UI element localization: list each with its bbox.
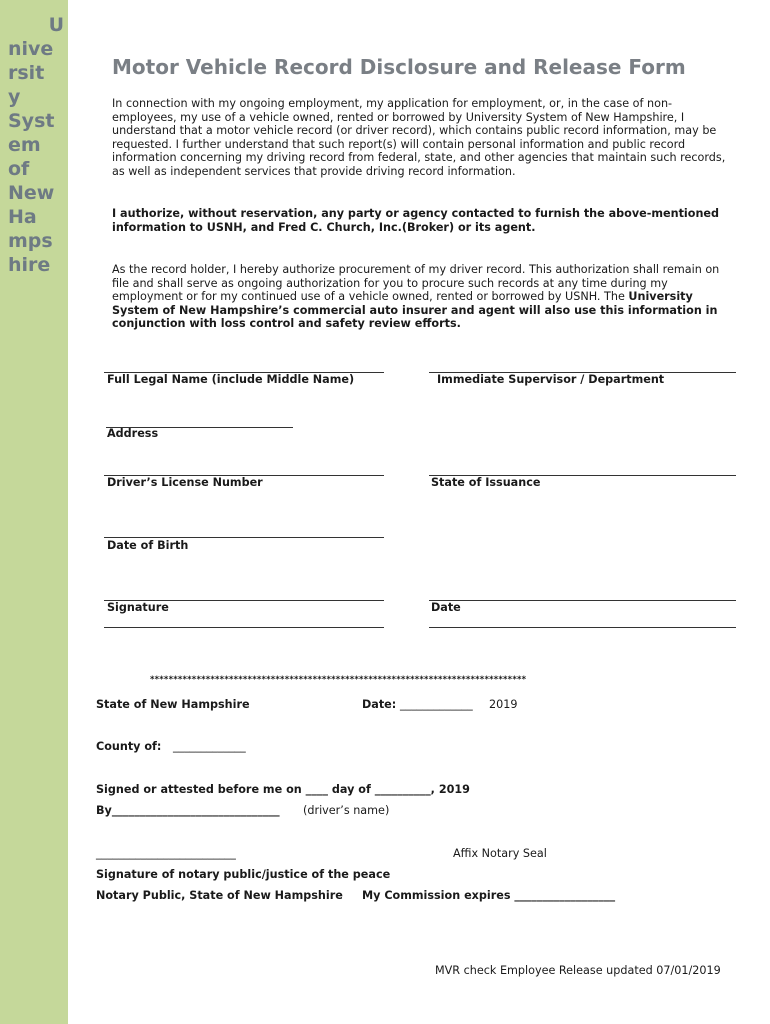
date-label: Date bbox=[431, 601, 461, 614]
address-label: Address bbox=[107, 427, 159, 440]
sidebar-line: U bbox=[48, 14, 64, 36]
record-holder-paragraph bbox=[112, 263, 732, 331]
sidebar-org-name bbox=[8, 13, 64, 277]
date-line[interactable] bbox=[429, 600, 736, 601]
county-label: County of: bbox=[96, 740, 162, 753]
page-title: Motor Vehicle Record Disclosure and Release Form bbox=[112, 55, 686, 79]
signature-bottom-rule bbox=[104, 627, 384, 628]
sidebar-line: Ha bbox=[8, 206, 37, 228]
section-separator: ********************************************************************************* bbox=[150, 675, 527, 685]
state-of-issuance-label: State of Issuance bbox=[431, 476, 541, 489]
notary-public-label: Notary Public, State of New Hampshire bbox=[96, 889, 343, 902]
signed-attested-line[interactable]: Signed or attested before me on ____ day of __________, 2019 bbox=[96, 783, 470, 796]
sidebar-line: hire bbox=[8, 254, 51, 276]
license-number-label: Driver’s License Number bbox=[107, 476, 263, 489]
sidebar bbox=[0, 0, 68, 1024]
notary-date-blank[interactable]: _____________ bbox=[400, 698, 473, 711]
disclosure-paragraph: In connection with my ongoing employment, my application for employment, or, in the case of non-employees, my use of a vehicle owned, rented or borrowed by University System of New Hampshire, I understand that a motor vehicle record (or driver record), which contains public record information, may be requested. I further understand that such report(s) will contain personal information and public record information concerning my driving record from federal, state, and other agencies that maintain such records, as well as independent services that provide driving record information. bbox=[112, 97, 726, 178]
commission-expires[interactable]: My Commission expires __________________ bbox=[362, 889, 616, 902]
record-holder-bold-text: University System of New Hampshire’s commercial auto insurer and agent will also use this information in conjunction with loss control and safety review efforts. bbox=[112, 290, 718, 330]
county-blank[interactable]: _____________ bbox=[173, 740, 246, 753]
supervisor-label: Immediate Supervisor / Department bbox=[437, 373, 665, 386]
drivers-name-hint: (driver’s name) bbox=[303, 804, 390, 817]
sidebar-line: New bbox=[8, 182, 55, 204]
sidebar-line: y bbox=[8, 86, 21, 108]
notary-signature-label: Signature of notary public/justice of the peace bbox=[96, 868, 391, 881]
sidebar-line: em bbox=[8, 134, 41, 156]
notary-signature-blank[interactable]: _________________________ bbox=[96, 847, 236, 860]
date-of-birth-line[interactable] bbox=[104, 537, 384, 538]
notary-seal-label: Affix Notary Seal bbox=[453, 847, 547, 860]
sidebar-line: rsit bbox=[8, 62, 45, 84]
date-bottom-rule bbox=[429, 627, 736, 628]
by-line[interactable]: By______________________________ bbox=[96, 804, 280, 817]
authorization-paragraph: I authorize, without reservation, any party or agency contacted to furnish the above-mentioned information to USNH, and Fred C. Church, Inc.(Broker) or its agent. bbox=[112, 207, 720, 234]
sidebar-line: mps bbox=[8, 230, 53, 252]
full-name-label: Full Legal Name (include Middle Name) bbox=[107, 373, 355, 386]
sidebar-line: Syst bbox=[8, 110, 55, 132]
date-of-birth-label: Date of Birth bbox=[107, 539, 189, 552]
notary-date-year: 2019 bbox=[489, 698, 518, 711]
sidebar-line: of bbox=[8, 158, 30, 180]
footer-note: MVR check Employee Release updated 07/01/2019 bbox=[435, 964, 721, 977]
record-holder-text: As the record holder, I hereby authorize procurement of my driver record. This authorization shall remain on file and shall serve as ongoing authorization for you to procure such records at any time during my employment or for my continued use of a vehicle owned, rented or borrowed by USNH. The bbox=[112, 263, 720, 303]
notary-state: State of New Hampshire bbox=[96, 698, 250, 711]
sidebar-line: nive bbox=[8, 38, 54, 60]
notary-date-label: Date: bbox=[362, 698, 397, 711]
signature-label: Signature bbox=[107, 601, 169, 614]
